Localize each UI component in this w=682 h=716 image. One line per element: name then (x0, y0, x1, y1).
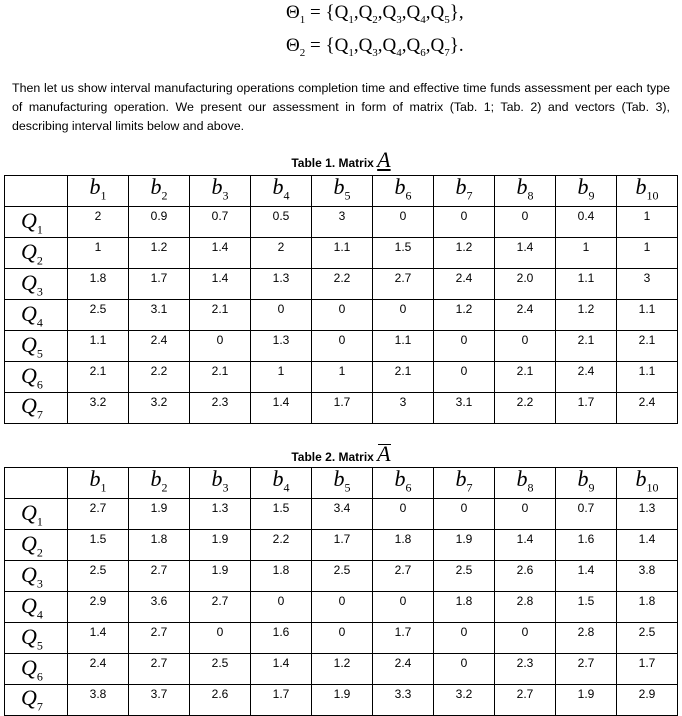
set-element-subscript: 3 (396, 13, 402, 26)
row-header-subscript: 6 (36, 669, 43, 684)
table-cell: 2.6 (190, 685, 251, 715)
table-cell: 3.8 (68, 685, 129, 715)
table-cell: 1.8 (617, 592, 678, 623)
table-cell: 3.2 (434, 685, 495, 715)
row-header-var: Q (21, 208, 37, 233)
row-header-subscript: 1 (36, 222, 43, 237)
set-element-q: Q (430, 2, 445, 23)
table-row (5, 393, 678, 423)
table-cell: 1.7 (129, 269, 190, 300)
table-row (5, 362, 678, 393)
column-header-var: b (394, 466, 406, 491)
table-cell: 1.5 (68, 530, 129, 561)
set-element-subscript: 2 (372, 13, 378, 26)
row-header-subscript: 3 (36, 576, 43, 591)
table-cell: 1.1 (68, 331, 129, 362)
row-header-q6 (5, 654, 68, 685)
table-cell: 1 (68, 238, 129, 269)
set-element-subscript: 4 (420, 13, 426, 26)
column-header-var: b (89, 466, 101, 491)
column-header-b5 (312, 176, 373, 207)
column-header-subscript: 6 (405, 480, 412, 495)
table-cell: 0 (434, 654, 495, 685)
table-cell: 1.4 (190, 269, 251, 300)
row-header-q2 (5, 238, 68, 269)
table-cell: 1.4 (495, 530, 556, 561)
table-cell: 1.1 (617, 300, 678, 331)
column-header-b9 (556, 468, 617, 499)
table-cell: 2.5 (434, 561, 495, 592)
table-cell: 1.6 (556, 530, 617, 561)
column-header-b8 (495, 176, 556, 207)
table-cell: 1 (617, 238, 678, 269)
table-cell: 1.4 (617, 530, 678, 561)
column-header-var: b (577, 174, 589, 199)
set-element-q: Q (382, 2, 397, 23)
table-cell: 2.5 (617, 623, 678, 654)
column-header-b2 (129, 176, 190, 207)
row-header-subscript: 4 (36, 315, 43, 330)
table-cell: 2.9 (617, 685, 678, 715)
set-element-subscript: 6 (420, 46, 426, 59)
table-cell: 2.7 (68, 499, 129, 530)
table-row (5, 530, 678, 561)
column-header-var: b (455, 466, 467, 491)
row-header-q7 (5, 393, 68, 423)
column-header-var: b (333, 174, 345, 199)
table-cell: 1.8 (434, 592, 495, 623)
table-cell: 0 (495, 207, 556, 238)
table-cell: 2.1 (190, 362, 251, 393)
table-cell: 1.9 (190, 530, 251, 561)
column-header-subscript: 9 (588, 480, 595, 495)
table-cell: 2.3 (190, 393, 251, 423)
table-cell: 1.7 (312, 393, 373, 423)
table-cell: 3.4 (312, 499, 373, 530)
table-cell: 2.4 (434, 269, 495, 300)
column-header-subscript: 1 (100, 188, 107, 203)
table-cell: 2.8 (495, 592, 556, 623)
table-cell: 2.4 (617, 393, 678, 423)
table-cell: 2.7 (190, 592, 251, 623)
theta-symbol: Θ (286, 2, 300, 23)
table-cell: 1 (556, 238, 617, 269)
table-cell: 2.6 (495, 561, 556, 592)
table-cell: 2.9 (68, 592, 129, 623)
table-cell: 2.2 (251, 530, 312, 561)
set-close: }. (449, 34, 464, 56)
column-header-subscript: 2 (161, 188, 168, 203)
column-header-b6 (373, 468, 434, 499)
column-header-var: b (211, 174, 223, 199)
column-header-var: b (211, 466, 223, 491)
column-header-var: b (272, 174, 284, 199)
row-header-q1 (5, 207, 68, 238)
table-cell: 0.5 (251, 207, 312, 238)
table-row (5, 331, 678, 362)
row-header-subscript: 3 (36, 284, 43, 299)
row-header-q1 (5, 499, 68, 530)
row-header-var: Q (21, 624, 37, 649)
column-header-b7 (434, 176, 495, 207)
table-cell: 2.0 (495, 269, 556, 300)
set-element-q: Q (358, 2, 373, 23)
table-cell: 1.5 (556, 592, 617, 623)
table-cell: 0.7 (556, 499, 617, 530)
row-header-subscript: 2 (36, 545, 43, 560)
table-cell: 1.4 (556, 561, 617, 592)
row-header-var: Q (21, 685, 37, 711)
row-header-q2 (5, 530, 68, 561)
table-cell: 2.4 (68, 654, 129, 685)
column-header-var: b (516, 174, 528, 199)
table-cell: 3 (373, 393, 434, 423)
table-cell: 1.2 (434, 238, 495, 269)
table-cell: 3.1 (129, 300, 190, 331)
table-cell: 0 (434, 331, 495, 362)
table-cell: 1.9 (434, 530, 495, 561)
column-header-subscript: 9 (588, 188, 595, 203)
table-cell: 2.1 (617, 331, 678, 362)
row-header-var: Q (21, 270, 37, 295)
table-cell: 1.2 (129, 238, 190, 269)
theta-subscript: 1 (299, 13, 306, 26)
set-element-subscript: 7 (444, 46, 450, 59)
table-row (5, 238, 678, 269)
row-header-q3 (5, 269, 68, 300)
table-cell: 2.2 (312, 269, 373, 300)
row-header-subscript: 5 (36, 346, 43, 361)
table-cell: 0 (495, 623, 556, 654)
table-cell: 1.7 (617, 654, 678, 685)
column-header-subscript: 6 (405, 188, 412, 203)
table-cell: 1.9 (556, 685, 617, 715)
table-1-caption (0, 147, 682, 173)
table-cell: 0 (434, 623, 495, 654)
table-cell: 1.8 (129, 530, 190, 561)
table-cell: 2.2 (129, 362, 190, 393)
column-header-subscript: 7 (466, 188, 473, 203)
column-header-var: b (272, 466, 284, 491)
table-cell: 1.9 (190, 561, 251, 592)
table-cell: 1.2 (434, 300, 495, 331)
formula-block (286, 0, 464, 66)
column-header-b3 (190, 468, 251, 499)
column-header-var: b (89, 174, 101, 199)
table-row (5, 592, 678, 623)
column-header-b3 (190, 176, 251, 207)
table-cell: 2.4 (373, 654, 434, 685)
table-cell: 1.4 (190, 238, 251, 269)
table-cell: 2.1 (190, 300, 251, 331)
set-element-q: Q (406, 34, 421, 56)
table-cell: 3 (617, 269, 678, 300)
column-header-subscript: 8 (527, 188, 534, 203)
corner-cell (5, 176, 68, 207)
table-cell: 0.4 (556, 207, 617, 238)
table-cell: 2.4 (495, 300, 556, 331)
table-cell: 0.7 (190, 207, 251, 238)
table-cell: 0 (312, 623, 373, 654)
table-cell: 2.7 (556, 654, 617, 685)
formula-theta-1: $\Theta_1 = \{Q_1,Q_2,Q_3,Q_4,Q_5\}$, (286, 2, 464, 26)
formula-theta-2: $\Theta_2 = \{Q_1,Q_3,Q_4,Q_6,Q_7\}$. (286, 34, 464, 59)
table-cell: 1.1 (556, 269, 617, 300)
table-2-caption-text: Table 2. Matrix (291, 450, 378, 464)
matrix-a-upper-symbol: A (377, 441, 391, 466)
set-element-subscript: 5 (444, 13, 450, 26)
table-cell: 0 (251, 300, 312, 331)
table-cell: 3.2 (129, 393, 190, 423)
table-cell: 1.7 (312, 530, 373, 561)
column-header-subscript: 2 (161, 480, 168, 495)
table-cell: 2.8 (556, 623, 617, 654)
set-close: }, (449, 2, 464, 23)
table-2-caption (0, 441, 682, 467)
column-header-var: b (333, 466, 345, 491)
column-header-var: b (635, 174, 647, 199)
row-header-q3 (5, 561, 68, 592)
set-element-q: Q (334, 34, 349, 56)
table-cell: 2.1 (68, 362, 129, 393)
set-element-subscript: 1 (348, 46, 354, 59)
table-cell: 1.4 (251, 654, 312, 685)
column-header-var: b (455, 174, 467, 199)
table-row (5, 623, 678, 654)
row-header-var: Q (21, 531, 37, 556)
table-cell: 2.3 (495, 654, 556, 685)
table-row (5, 300, 678, 331)
set-element-subscript: 1 (348, 13, 354, 26)
row-header-q4 (5, 300, 68, 331)
table-cell: 0 (190, 623, 251, 654)
table-cell: 2.7 (129, 654, 190, 685)
table-cell: 1.5 (251, 499, 312, 530)
table-cell: 0 (495, 499, 556, 530)
column-header-b8 (495, 468, 556, 499)
set-element-q: Q (382, 34, 397, 56)
row-header-q5 (5, 623, 68, 654)
table-cell: 2.4 (129, 331, 190, 362)
table-cell: 1.4 (495, 238, 556, 269)
table-cell: 2.1 (556, 331, 617, 362)
table-cell: 1.1 (312, 238, 373, 269)
column-header-b6 (373, 176, 434, 207)
table-cell: 0 (373, 300, 434, 331)
table-cell: 1.8 (373, 530, 434, 561)
table-cell: 2.5 (68, 300, 129, 331)
row-header-var: Q (21, 239, 37, 264)
column-header-var: b (150, 174, 162, 199)
table-cell: 0 (373, 499, 434, 530)
row-header-q6 (5, 362, 68, 393)
table-cell: 0 (373, 207, 434, 238)
table-cell: 0 (312, 592, 373, 623)
row-header-var: Q (21, 562, 37, 587)
table-cell: 1.1 (373, 331, 434, 362)
set-element-q: Q (334, 2, 349, 23)
table-cell: 2.7 (495, 685, 556, 715)
column-header-subscript: 5 (344, 480, 351, 495)
table-cell: 1.5 (373, 238, 434, 269)
column-header-subscript: 10 (646, 480, 659, 495)
table-cell: 1.6 (251, 623, 312, 654)
table-cell: 0 (312, 331, 373, 362)
row-header-q7 (5, 685, 68, 715)
table-cell: 3.2 (68, 393, 129, 423)
table-1-matrix-lower (4, 175, 678, 424)
table-1-caption-text: Table 1. Matrix (291, 156, 378, 170)
theta-subscript: 2 (299, 46, 306, 59)
set-element-q: Q (358, 34, 373, 56)
row-header-var: Q (21, 500, 37, 525)
table-cell: 1 (312, 362, 373, 393)
column-header-subscript: 8 (527, 480, 534, 495)
column-header-var: b (577, 466, 589, 491)
table-row (5, 207, 678, 238)
row-header-subscript: 7 (36, 699, 43, 714)
table-cell: 2.5 (190, 654, 251, 685)
row-header-subscript: 1 (36, 514, 43, 529)
column-header-b1 (68, 176, 129, 207)
table-cell: 0 (373, 592, 434, 623)
table-row (5, 654, 678, 685)
header-row (5, 176, 678, 207)
table-cell: 2 (251, 238, 312, 269)
table-cell: 1.8 (68, 269, 129, 300)
corner-cell (5, 468, 68, 499)
column-header-subscript: 3 (222, 188, 229, 203)
column-header-var: b (635, 466, 647, 491)
table-cell: 2.7 (373, 561, 434, 592)
column-header-subscript: 7 (466, 480, 473, 495)
table-row (5, 685, 678, 715)
row-header-subscript: 7 (36, 407, 43, 422)
column-header-b9 (556, 176, 617, 207)
column-header-var: b (150, 466, 162, 491)
table-cell: 3.7 (129, 685, 190, 715)
table-cell: 3.3 (373, 685, 434, 715)
column-header-b1 (68, 468, 129, 499)
table-cell: 3.1 (434, 393, 495, 423)
table-cell: 1.7 (556, 393, 617, 423)
table-cell: 1 (617, 207, 678, 238)
table-cell: 1.4 (251, 393, 312, 423)
row-header-var: Q (21, 393, 37, 419)
table-cell: 2.5 (68, 561, 129, 592)
table-cell: 1.7 (251, 685, 312, 715)
set-element-q: Q (406, 2, 421, 23)
row-header-subscript: 6 (36, 377, 43, 392)
column-header-b4 (251, 468, 312, 499)
theta-symbol: Θ (286, 34, 300, 56)
table-cell: 0 (251, 592, 312, 623)
row-header-subscript: 4 (36, 607, 43, 622)
table-cell: 1.3 (251, 331, 312, 362)
table-cell: 0.9 (129, 207, 190, 238)
table-cell: 0 (434, 207, 495, 238)
set-element-q: Q (430, 34, 445, 56)
table-cell: 0 (190, 331, 251, 362)
table-cell: 3 (312, 207, 373, 238)
body-paragraph: Then let us show interval manufacturing operations completion time and effective time funds assessment per each type of manufacturing operation. We present our assessment in form of matrix (Tab. 1; Tab. 2) and vectors (Tab. 3), describing interval limits below and above. (12, 81, 670, 133)
row-header-q5 (5, 331, 68, 362)
table-cell: 1.3 (617, 499, 678, 530)
table-row (5, 269, 678, 300)
table-cell: 1.2 (556, 300, 617, 331)
column-header-var: b (394, 174, 406, 199)
row-header-var: Q (21, 332, 37, 357)
row-header-var: Q (21, 301, 37, 326)
column-header-b7 (434, 468, 495, 499)
table-cell: 1.9 (129, 499, 190, 530)
column-header-b2 (129, 468, 190, 499)
table-cell: 1.1 (617, 362, 678, 393)
table-cell: 1.2 (312, 654, 373, 685)
table-cell: 1.7 (373, 623, 434, 654)
table-row (5, 561, 678, 592)
table-cell: 2.2 (495, 393, 556, 423)
matrix-a-lower-symbol: A (377, 147, 391, 172)
row-header-subscript: 5 (36, 638, 43, 653)
table-cell: 3.6 (129, 592, 190, 623)
table-cell: 3.8 (617, 561, 678, 592)
row-header-q4 (5, 592, 68, 623)
table-cell: 0 (434, 499, 495, 530)
column-header-subscript: 5 (344, 188, 351, 203)
table-cell: 2.4 (556, 362, 617, 393)
table-cell: 2.1 (495, 362, 556, 393)
table-cell: 1.3 (190, 499, 251, 530)
table-cell: 1.4 (68, 623, 129, 654)
table-2-matrix-upper (4, 467, 678, 716)
row-header-subscript: 2 (36, 253, 43, 268)
column-header-b5 (312, 468, 373, 499)
column-header-b10 (617, 468, 678, 499)
row-header-var: Q (21, 593, 37, 618)
table-cell: 2.1 (373, 362, 434, 393)
set-element-subscript: 3 (372, 46, 378, 59)
table-cell: 1.9 (312, 685, 373, 715)
column-header-subscript: 1 (100, 480, 107, 495)
table-cell: 1.3 (251, 269, 312, 300)
table-cell: 2.7 (129, 623, 190, 654)
column-header-subscript: 4 (283, 480, 290, 495)
column-header-b4 (251, 176, 312, 207)
column-header-subscript: 10 (646, 188, 659, 203)
table-cell: 2.7 (129, 561, 190, 592)
table-cell: 2.7 (373, 269, 434, 300)
column-header-subscript: 3 (222, 480, 229, 495)
row-header-var: Q (21, 655, 37, 680)
column-header-subscript: 4 (283, 188, 290, 203)
header-row (5, 468, 678, 499)
table-cell: 0 (312, 300, 373, 331)
table-cell: 1.8 (251, 561, 312, 592)
table-cell: 1 (251, 362, 312, 393)
table-cell: 0 (434, 362, 495, 393)
row-header-var: Q (21, 363, 37, 388)
table-cell: 2.5 (312, 561, 373, 592)
column-header-b10 (617, 176, 678, 207)
table-cell: 2 (68, 207, 129, 238)
set-element-subscript: 4 (396, 46, 402, 59)
table-cell: 0 (495, 331, 556, 362)
column-header-var: b (516, 466, 528, 491)
table-row (5, 499, 678, 530)
